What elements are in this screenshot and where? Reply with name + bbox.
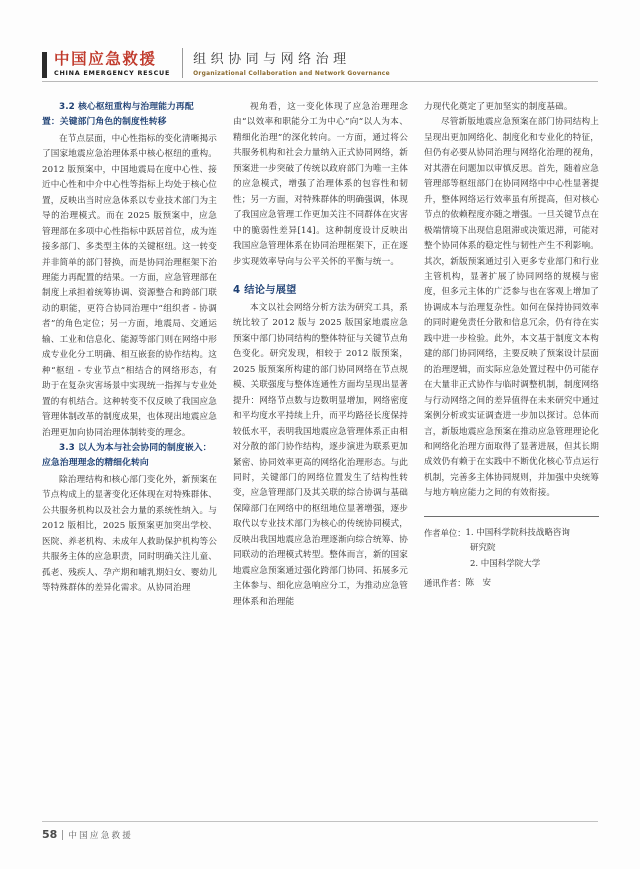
paragraph-3-3-body: 除治理结构和核心部门变化外，新预案在节点构成上的显著变化还体现在对特殊群体、公共服务机构以及社会力量的系统性纳入。与 2012 版相比，2025 版预案更加突出学校、医院、养老机构、未成年人救助保护机构等公共服务主体的应急职责，同时明确关注儿童、孤老、残疾人、孕产期和哺乳期妇女、婴幼儿等特殊群体的差异化需求。从协同治理 xyxy=(42,474,217,594)
column-1 xyxy=(42,100,217,812)
affiliation-1-cont: 研究院 xyxy=(470,543,496,554)
masthead xyxy=(42,44,598,82)
masthead-divider xyxy=(182,48,183,78)
section-heading-3-3 xyxy=(42,441,217,472)
masthead-accent-bar xyxy=(42,52,47,78)
footer-rule xyxy=(42,821,598,822)
affiliation-row xyxy=(424,526,599,541)
paragraph-3-2-body: 在节点层面，中心性指标的变化清晰揭示了国家地震应急治理体系中核心枢纽的重构。2012 版预案中，中国地震局在度中心性、接近中心性和中介中心性等指标上均处于核心位置，反映出当时应急体系以专业技术部门为主导的治理模式。而在 2025 版预案中，应急管理部在多项中心性指标中跃居首位，成为连接多部门、多类型主体的关键枢纽。这一转变并非简单的部门替换，而是协同治理框架下治理能力再配置的结果。一方面，应急管理部在制度上承担着统筹协调、资源整合和跨部门联动的职能，更符合协同治理中“组织者 - 协调者”的角色定位；另一方面，地震局、交通运输、工业和信息化、能源等部门则在网络中形成专业化分工明确、相互嵌套的协作结构。这种“枢纽 - 专业节点”相结合的网络形态，有助于在复杂灾害场景中实现统一指挥与专业处置的有机结合。这种转变不仅反映了我国应急管理体制改革的制度成果，也体现出地震应急治理更加向协同治理体制转变的理念。 xyxy=(42,133,217,438)
section-heading-4: 4 结论与展望 xyxy=(233,284,297,296)
affiliation-2: 2. 中国科学院大学 xyxy=(470,558,541,569)
section-3-3-title-cont: 应急治理理念的精细化转向 xyxy=(42,458,149,469)
column-2 xyxy=(233,100,408,812)
paragraph-conclusion-2: 尽管新版地震应急预案在部门协同结构上呈现出更加网络化、制度化和专业化的特征，但仍有必要从协同治理与网络化治理的视角，对其潜在问题加以审慎反思。首先，随着应急管理部等枢纽部门在协同网络中中心性显著提升，整体网络运行效率虽有所提高，但对核心节点的依赖程度亦随之增强。一旦关键节点在极端情境下出现信息阻滞或决策迟滞，可能对整个协同体系的稳定性与韧性产生不利影响。其次，新版预案通过引入更多专业部门和行业主管机构，显著扩展了协同网络的规模与密度，但多元主体的广泛参与也在客观上增加了协调成本与治理复杂性。如何在保持协同效率的同时避免责任分散和信息冗余，仍有待在实践中进一步检验。此外，本文基于制度文本构建的部门协同网络，主要反映了预案设计层面的治理逻辑，而实际应急处置过程中仍可能存在大量非正式协作与临时调整机制，制度网络与行动网络之间的差异值得在未来研究中通过案例分析或实证调查进一步加以探讨。总体而言，新版地震应急预案在推动应急管理理论化和网络化治理方面取得了显著进展，但其长期成效仍有赖于在实践中不断优化核心节点运行机制，完善多主体协同规则，并加强中央统筹与地方响应能力之间的有效衔接。 xyxy=(424,117,599,499)
paragraph-conclusion-1: 本文以社会网络分析方法为研究工具，系统比较了 2012 版与 2025 版国家地震应急预案中部门协同结构的整体特征与关键节点角色变化。研究发现，相较于 2012 版预案，2025 版预案所构建的部门协同网络在节点规模、关联强度与整体连通性方面均呈现出显著提升：网络节点数与边数明显增加，网络密度和平均度水平持续上升，而平均路径长度保持较低水平，表明我国地震应急管理体系正由相对分散的部门协作结构，逐步演进为联系更加紧密、协同效率更高的网络化治理形态。与此同时，关键部门的网络位置发生了结构性转变，应急管理部门及其关联的综合协调与基础保障部门在网络中的枢纽地位显著增强，逐步取代以专业技术部门为核心的传统协同模式，反映出我国地震应急治理逐渐向综合统筹、协同联动的治理模式转型。整体而言，新的国家地震应急预案通过强化跨部门协同、拓展多元主体参与、细化应急响应分工，为推动应急管理体系和治理能 xyxy=(233,302,408,607)
author-block xyxy=(424,516,599,592)
affiliation-label: 作者单位： xyxy=(424,527,466,538)
section-3-2-number: 3.2 xyxy=(59,102,75,112)
masthead-row xyxy=(42,44,598,78)
corresponding-author-row xyxy=(424,576,599,591)
paragraph-3-3-continued: 视角看，这一变化体现了应急治理理念由“以效率和职能分工为中心”向“以人为本、精细化治理”的深化转向。一方面，通过将公共服务机构和社会力量纳入正式协同网络，新预案进一步突破了传统以政府部门为唯一主体的应急模式，增强了治理体系的包容性和韧性；另一方面，对特殊群体的明确强调，体现了我国应急管理工作更加关注不同群体在灾害中的脆弱性差异[14]。这种制度设计反映出我国应急管理体系在协同治理框架下，正在逐步实现效率导向与公平关怀的平衡与统一。 xyxy=(233,102,408,267)
author-block-rule xyxy=(424,516,599,517)
section-3-3-number: 3.3 xyxy=(59,442,75,453)
page-footer xyxy=(42,828,598,841)
page-number: 58 xyxy=(42,828,58,841)
masthead-section xyxy=(193,52,390,78)
footer-separator xyxy=(62,830,63,840)
section-title-cn: 组织协同与网络治理 xyxy=(193,52,351,67)
affiliation-1: 1. 中国科学院科技战略咨询 xyxy=(465,527,570,538)
section-3-2-title-cont: 置：关键部门角色的制度性转移 xyxy=(42,117,167,128)
column-3 xyxy=(424,100,599,812)
brand-title-en: CHINA EMERGENCY RESCUE xyxy=(54,69,171,77)
brand-title-cn: 中国应急救援 xyxy=(54,50,157,68)
section-3-3-title: 以人为本与社会协同的制度嵌入： xyxy=(78,442,212,453)
section-heading-3-2 xyxy=(42,100,217,131)
section-title-en: Organizational Collaboration and Network Governance xyxy=(193,71,390,77)
masthead-brand xyxy=(54,51,170,78)
footer-journal-name: 中国应急救援 xyxy=(68,830,134,841)
paragraph-conclusion-1-tail: 力现代化奠定了更加坚实的制度基础。 xyxy=(424,102,573,112)
masthead-rule xyxy=(42,81,598,82)
article-columns xyxy=(42,100,598,812)
section-3-2-title: 核心枢纽重构与治理能力再配 xyxy=(78,102,194,112)
corresponding-author-label: 通讯作者： xyxy=(424,578,466,588)
corresponding-author-name: 陈 安 xyxy=(465,578,492,588)
